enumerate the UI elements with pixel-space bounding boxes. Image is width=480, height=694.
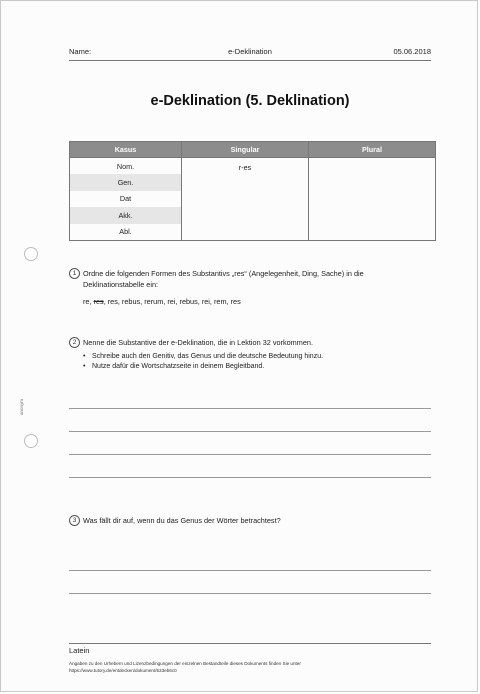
task-1-number: 1: [69, 268, 80, 279]
singular-cell[interactable]: r-es: [182, 158, 309, 241]
page-title: e-Deklination (5. Deklination): [150, 93, 350, 109]
column-header-singular: Singular: [182, 142, 309, 158]
writing-line[interactable]: [69, 431, 431, 432]
name-label: Name:: [69, 47, 92, 56]
header: [69, 47, 431, 59]
writing-line[interactable]: [69, 570, 431, 571]
task-2-bullets: [83, 352, 323, 372]
footer-note-line-1: Angaben zu den Urhebern und Lizenzbedingungen der einzelnen Bestandteile dieses Dokuments finden Sie unter: [69, 661, 301, 666]
writing-line[interactable]: [69, 408, 431, 409]
task-3-text: Was fällt dir auf, wenn du das Genus der Wörter betrachtest?: [83, 516, 281, 525]
case-cell: Dat: [70, 191, 182, 207]
side-label: anonym: [19, 398, 24, 415]
case-cell: Gen.: [70, 174, 182, 190]
bullet-item: • Schreibe auch den Genitiv, das Genus und die deutsche Bedeutung hinzu.: [83, 352, 323, 362]
column-header-plural: Plural: [309, 142, 436, 158]
footer-subject: Latein: [69, 646, 90, 655]
table-row: [70, 158, 436, 175]
footer-divider: [69, 643, 431, 644]
header-date: 05.06.2018: [393, 47, 431, 56]
word-list-start: re,: [83, 297, 92, 306]
task-1-text: [83, 268, 364, 290]
case-cell: Akk.: [70, 207, 182, 223]
declension-table: [69, 141, 436, 241]
header-divider: [69, 60, 431, 61]
case-cell: Abl.: [70, 224, 182, 241]
writing-line[interactable]: [69, 454, 431, 455]
punch-hole: [24, 247, 38, 261]
punch-hole: [24, 434, 38, 448]
footer-note: [69, 660, 301, 674]
footer-note-link[interactable]: https://www.tutory.de/entdecken/dokument/533eb6c0: [69, 668, 177, 673]
task-2-number: 2: [69, 337, 80, 348]
bullet-item: • Nutze dafür die Wortschatzseite in deinem Begleitband.: [83, 362, 323, 372]
task-1-line-1: Ordne die folgenden Formen des Substantivs „res“ (Angelegenheit, Ding, Sache) in die: [83, 269, 364, 278]
word-list-rest: , res, rebus, rerum, rei, rebus, rei, rem, res: [103, 297, 241, 306]
column-header-kasus: Kasus: [70, 142, 182, 158]
plural-cell[interactable]: [309, 158, 436, 241]
case-cell: Nom.: [70, 158, 182, 175]
task-3-number: 3: [69, 515, 80, 526]
word-list: [83, 297, 241, 306]
writing-line[interactable]: [69, 477, 431, 478]
task-2-text: Nenne die Substantive der e-Deklination, die in Lektion 32 vorkommen.: [83, 338, 313, 347]
header-topic: e-Deklination: [228, 47, 272, 56]
task-1-line-2: Deklinationstabelle ein:: [83, 280, 159, 289]
word-list-struck: res: [93, 297, 104, 306]
table-header-row: [70, 142, 436, 158]
writing-line[interactable]: [69, 593, 431, 594]
